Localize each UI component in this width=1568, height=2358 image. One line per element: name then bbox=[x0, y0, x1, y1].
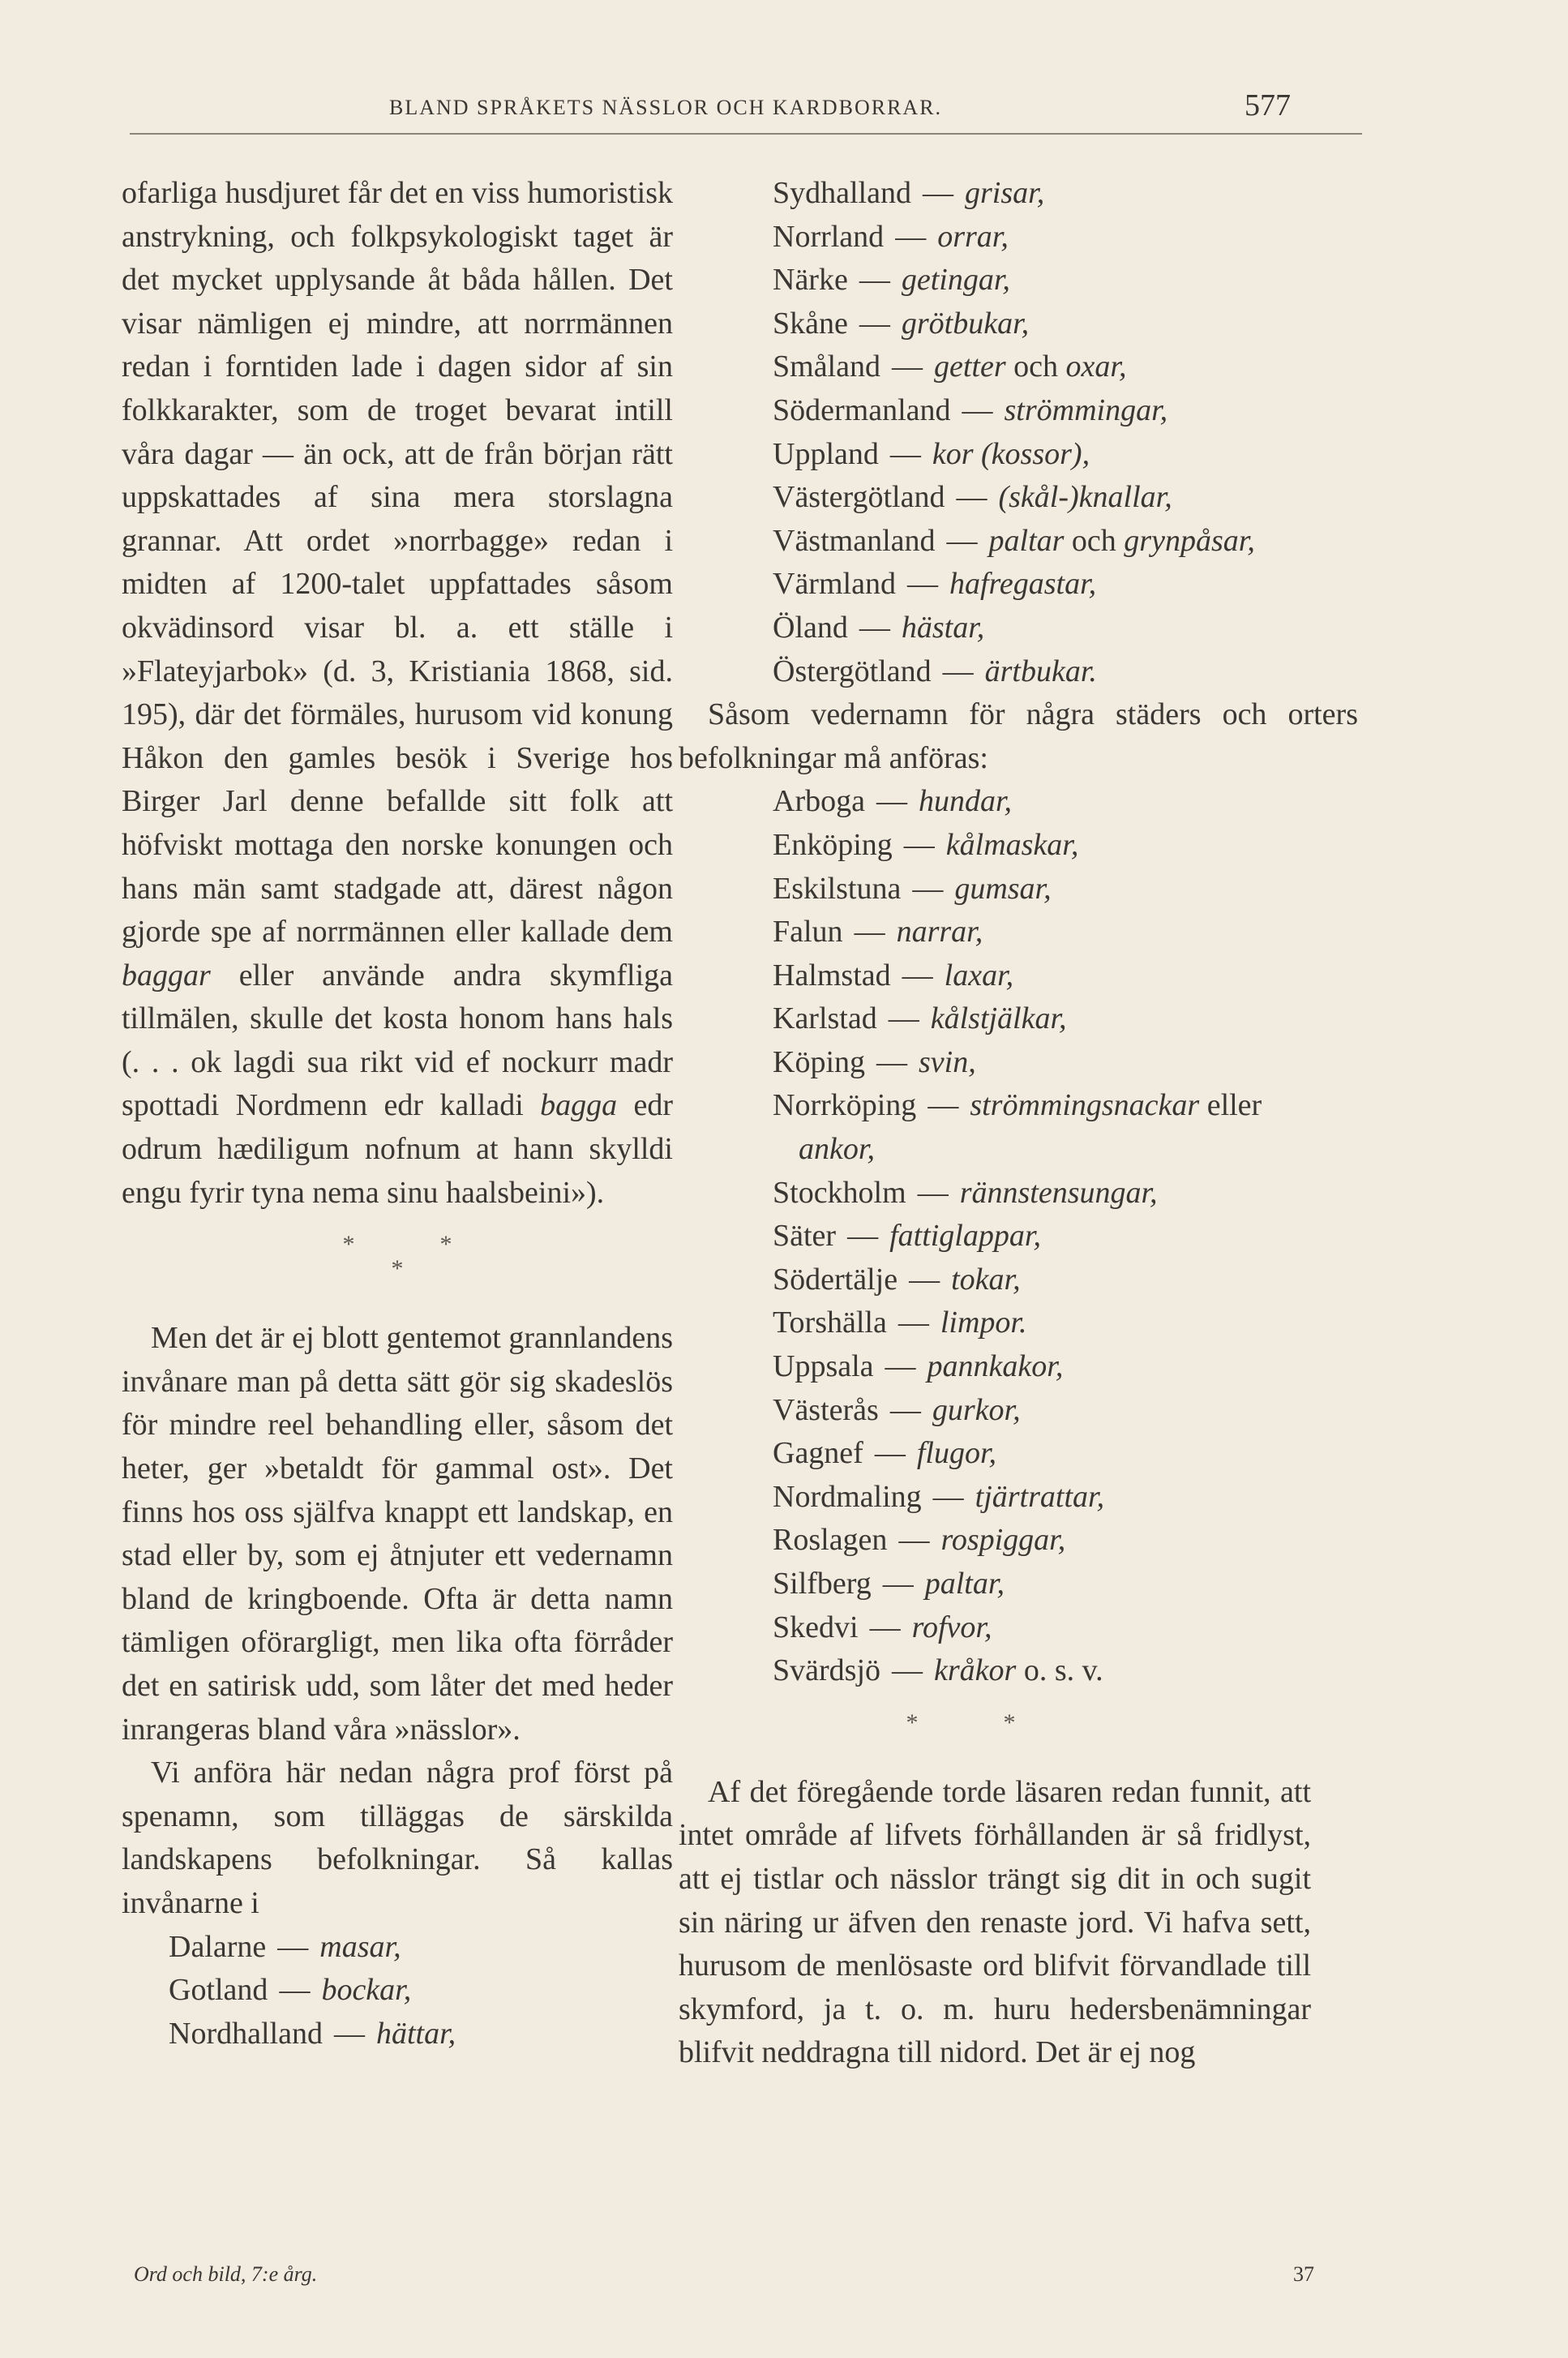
section-ornament-right: * * bbox=[906, 1708, 1016, 1736]
dash: — bbox=[956, 480, 987, 515]
page-header bbox=[130, 88, 1362, 135]
list-item-nickname: strömmingsnackar bbox=[970, 1088, 1200, 1123]
list-item-place: Gagnef bbox=[773, 1436, 863, 1471]
list-item bbox=[726, 476, 1358, 520]
dash: — bbox=[903, 827, 935, 862]
list-item-place: Karlstad bbox=[773, 1001, 877, 1036]
list-item-place: Säter bbox=[773, 1219, 837, 1254]
list-item-nickname: hästar, bbox=[901, 610, 985, 645]
list-item bbox=[726, 1041, 1358, 1085]
dash: — bbox=[889, 436, 921, 471]
list-item-nickname: ankor, bbox=[799, 1132, 875, 1167]
list-item bbox=[726, 302, 1358, 346]
dash: — bbox=[869, 1610, 901, 1644]
list-item-place: Södertälje bbox=[773, 1262, 898, 1297]
list-item bbox=[726, 1389, 1358, 1433]
dash: — bbox=[895, 219, 927, 254]
list-item-place: Uppsala bbox=[773, 1349, 874, 1384]
dash: — bbox=[882, 1567, 914, 1601]
paragraph-1-italic-2: bagga bbox=[540, 1088, 618, 1123]
list-item bbox=[726, 780, 1358, 824]
list-item-place: Småland bbox=[773, 349, 880, 384]
list-item-nickname: kråkor bbox=[934, 1653, 1017, 1688]
list-item-nickname: grötbukar, bbox=[901, 306, 1030, 341]
list-item-place: Halmstad bbox=[773, 958, 891, 993]
list-item-nickname: grynpåsar, bbox=[1124, 523, 1255, 558]
list-item-nickname: rännstensungar, bbox=[959, 1175, 1158, 1210]
list-item-tail: o. s. v. bbox=[1016, 1653, 1103, 1688]
paragraph-1-cont: eller använde andra skymfliga tillmälen, skulle det kosta honom hans hals (. . . ok lagdi sua rikt vid ef nockurr madr spottadi Nordmenn edr kalladi bbox=[122, 958, 674, 1123]
list-item-nickname: hafregastar, bbox=[949, 567, 1097, 602]
running-title: BLAND SPRÅKETS NÄSSLOR OCH KARDBORRAR. bbox=[389, 96, 943, 119]
list-item bbox=[726, 259, 1358, 302]
dash: — bbox=[932, 1479, 964, 1514]
list-item bbox=[726, 650, 1358, 694]
province-list-left bbox=[122, 1926, 673, 2056]
list-item-place: Östergötland bbox=[773, 654, 932, 688]
list-item bbox=[726, 1084, 1358, 1128]
list-item-place: Västergötland bbox=[773, 480, 945, 515]
list-item-nickname: fattiglappar, bbox=[889, 1219, 1041, 1254]
list-item-place: Köping bbox=[773, 1044, 865, 1079]
dash: — bbox=[922, 176, 953, 210]
list-item-nickname: kor (kossor), bbox=[932, 436, 1090, 471]
list-item-place: Öland bbox=[773, 610, 848, 645]
paragraph-2: Men det är ej blott gentemot grannlandens invånare man på detta sätt gör sig skadeslös för mindre reel behandling eller, såsom det heter, ger »betaldt för gammal ost». Det finns hos oss själfva knappt ett landskap, en stad eller by, som ej åtnjuter ett vedernamn bland de kringboende. Ofta är detta namn tämligen oförargligt, men lika ofta förråder det en satirisk udd, som låter det med heder inrangeras bland våra »nässlor». bbox=[122, 1321, 673, 1747]
dash: — bbox=[859, 263, 890, 298]
list-item-place: Värmland bbox=[773, 567, 896, 602]
dash: — bbox=[891, 349, 923, 384]
dash: — bbox=[876, 784, 907, 819]
list-item bbox=[726, 607, 1358, 650]
list-item bbox=[726, 1649, 1358, 1693]
dash: — bbox=[898, 1305, 929, 1340]
list-item-place: Arboga bbox=[773, 784, 865, 819]
list-item-place: Eskilstuna bbox=[773, 871, 902, 906]
list-item-tail: eller bbox=[1199, 1088, 1262, 1123]
list-item-nickname: laxar, bbox=[944, 958, 1014, 993]
dash: — bbox=[874, 1436, 906, 1471]
list-item-place: Skåne bbox=[773, 306, 848, 341]
list-item-nickname: rospiggar, bbox=[940, 1523, 1066, 1558]
paragraph-1-end: edr odrum hædiligum nofnum at hann skylldi engu fyrir tyna nema sinu haalsbeini»). bbox=[122, 1088, 674, 1210]
list-item bbox=[726, 824, 1358, 868]
dash: — bbox=[906, 567, 938, 602]
list-item-nickname: oxar, bbox=[1065, 349, 1127, 384]
list-item bbox=[726, 172, 1358, 216]
list-item bbox=[726, 1519, 1358, 1563]
list-item bbox=[726, 911, 1358, 954]
page-number: 577 bbox=[1245, 88, 1291, 122]
list-item-place: Sydhalland bbox=[773, 176, 911, 210]
final-paragraph: Af det föregående torde läsaren redan funnit, att intet område af lifvets förhållanden är så fridlyst, att ej tistlar och nässlor trängt sig dit in och sugit sin näring ur äfven den renaste jord. Vi hafva sett, hurusom de menlösaste ord blifvit förvandlade till skymford, ja t. o. m. huru hedersbenämningar blifvit neddragna till nidord. Det är ej nog bbox=[679, 1774, 1311, 2070]
list-item: Dalarne — masar, bbox=[169, 1929, 401, 1964]
right-column bbox=[679, 172, 1358, 2075]
list-item bbox=[726, 868, 1358, 911]
paragraph-1-italic: baggar bbox=[122, 958, 211, 993]
list-item bbox=[726, 345, 1358, 389]
list-item-place: Södermanland bbox=[773, 392, 951, 427]
dash: — bbox=[942, 654, 974, 688]
dash: — bbox=[928, 1088, 959, 1123]
list-item-nickname: kålstjälkar, bbox=[930, 1001, 1067, 1036]
list-item-nickname: gurkor, bbox=[932, 1392, 1021, 1427]
list-item-place: Nordmaling bbox=[773, 1479, 922, 1514]
list-item bbox=[726, 520, 1358, 564]
paragraph-1-text: ofarliga husdjuret får det en viss humoristisk anstrykning, och folkpsykologiskt taget är det mycket upplysande åt båda hållen. Det visar nämligen ej mindre, att norrmännen redan i forntiden lade i dagen sidor af sin folkkarakter, som de troget bevarat intill våra dagar — än ock, att de från början rätt uppskattades af sina mera storslagna grannar. Att ordet »norrbagge» redan i midten af 1200-talet uppfattades såsom okvädinsord visar bl. a. ett ställe i »Flateyjarbok» (d. 3, Kristiania 1868, sid. 195), där det förmäles, hurusom vid konung Håkon den gamles besök i Sverige hos Birger Jarl denne befallde sitt folk att höfviskt mottaga den norske konungen och hans män samt stadgade att, därest någon gjorde spe af norrmännen eller kallade dem bbox=[122, 176, 673, 950]
list-item-place: Skedvi bbox=[773, 1610, 859, 1644]
list-item bbox=[726, 1606, 1358, 1650]
paragraph-1 bbox=[122, 172, 673, 1215]
list-item bbox=[726, 1301, 1358, 1345]
list-item-place: Norrköping bbox=[773, 1088, 917, 1123]
dash: — bbox=[859, 306, 890, 341]
list-item-nickname: pannkakor, bbox=[927, 1349, 1064, 1384]
list-item bbox=[726, 563, 1358, 607]
list-item bbox=[726, 1128, 1358, 1172]
dash: — bbox=[902, 958, 933, 993]
left-column bbox=[122, 172, 673, 2056]
list-item-nickname: ärtbukar. bbox=[984, 654, 1097, 688]
list-item-nickname: tokar, bbox=[951, 1262, 1021, 1297]
dash: — bbox=[876, 1044, 907, 1079]
dash: — bbox=[854, 915, 885, 950]
list-item bbox=[726, 1172, 1358, 1215]
list-item: Gotland — bockar, bbox=[169, 1973, 412, 2008]
list-item bbox=[726, 1432, 1358, 1476]
dash: — bbox=[912, 871, 944, 906]
list-item-nickname: getingar, bbox=[901, 263, 1010, 298]
list-item-place: Uppland bbox=[773, 436, 879, 471]
dash: — bbox=[917, 1175, 949, 1210]
dash: — bbox=[892, 1653, 923, 1688]
dash: — bbox=[888, 1001, 919, 1036]
list-item-place: Torshälla bbox=[773, 1305, 887, 1340]
list-item bbox=[726, 1215, 1358, 1258]
list-item-place: Svärdsjö bbox=[773, 1653, 880, 1688]
list-item-nickname: (skål-)knallar, bbox=[998, 480, 1172, 515]
list-item-place: Västmanland bbox=[773, 523, 936, 558]
list-item bbox=[726, 1563, 1358, 1606]
list-item-place: Västerås bbox=[773, 1392, 879, 1427]
town-list bbox=[726, 780, 1358, 1692]
section-ornament: * * * bbox=[342, 1231, 452, 1283]
list-item-place: Silfberg bbox=[773, 1567, 872, 1601]
list-item-place: Roslagen bbox=[773, 1523, 888, 1558]
signature-mark: 37 bbox=[1293, 2262, 1314, 2286]
list-item-place: Falun bbox=[773, 915, 843, 950]
dash: — bbox=[859, 610, 890, 645]
list-item bbox=[726, 1476, 1358, 1520]
list-item-nickname: getter bbox=[933, 349, 1006, 384]
dash: — bbox=[847, 1219, 879, 1254]
list-item-nickname: paltar bbox=[988, 523, 1065, 558]
list-item-nickname: paltar, bbox=[924, 1567, 1005, 1601]
list-item-nickname: grisar, bbox=[964, 176, 1045, 210]
dash: — bbox=[962, 392, 993, 427]
list-item bbox=[726, 997, 1358, 1041]
list-item-nickname: limpor. bbox=[940, 1305, 1027, 1340]
list-item-nickname: svin, bbox=[919, 1044, 976, 1079]
dash: — bbox=[909, 1262, 940, 1297]
list-item-nickname: flugor, bbox=[916, 1436, 997, 1471]
list-item bbox=[726, 389, 1358, 433]
list-item-nickname: kålmaskar, bbox=[945, 827, 1079, 862]
list-item-nickname: tjärtrattar, bbox=[975, 1479, 1105, 1514]
list-item-nickname: gumsar, bbox=[954, 871, 1052, 906]
towns-intro: Såsom vedernamn för några städers och orters befolkningar må anföras: bbox=[679, 697, 1358, 775]
province-list bbox=[726, 172, 1358, 693]
list-item bbox=[726, 1345, 1358, 1389]
journal-footer: Ord och bild, 7:e årg. bbox=[134, 2262, 318, 2286]
dash: — bbox=[946, 523, 978, 558]
list-item bbox=[726, 433, 1358, 477]
list-item-place: Stockholm bbox=[773, 1175, 906, 1210]
list-item-conj: och bbox=[1064, 523, 1125, 558]
list-item-place: Enköping bbox=[773, 827, 893, 862]
list-item-nickname: strömmingar, bbox=[1004, 392, 1168, 427]
list-item bbox=[726, 954, 1358, 998]
list-item-nickname: hundar, bbox=[918, 784, 1013, 819]
list-item-nickname: orrar, bbox=[937, 219, 1009, 254]
list-item-conj: och bbox=[1005, 349, 1066, 384]
list-item bbox=[726, 1258, 1358, 1302]
list-item bbox=[726, 216, 1358, 259]
dash: — bbox=[898, 1523, 930, 1558]
paragraph-3: Vi anföra här nedan några prof först på spenamn, som tilläggas de särskilda landskapens befolkningar. Så kallas invånarne i bbox=[122, 1756, 673, 1920]
list-item-nickname: rofvor, bbox=[911, 1610, 992, 1644]
dash: — bbox=[889, 1392, 921, 1427]
dash: — bbox=[885, 1349, 916, 1384]
list-item-place: Norrland bbox=[773, 219, 885, 254]
list-item-nickname: narrar, bbox=[896, 915, 983, 950]
list-item: Nordhalland — hättar, bbox=[169, 2016, 456, 2051]
list-item-place: Närke bbox=[773, 263, 848, 298]
